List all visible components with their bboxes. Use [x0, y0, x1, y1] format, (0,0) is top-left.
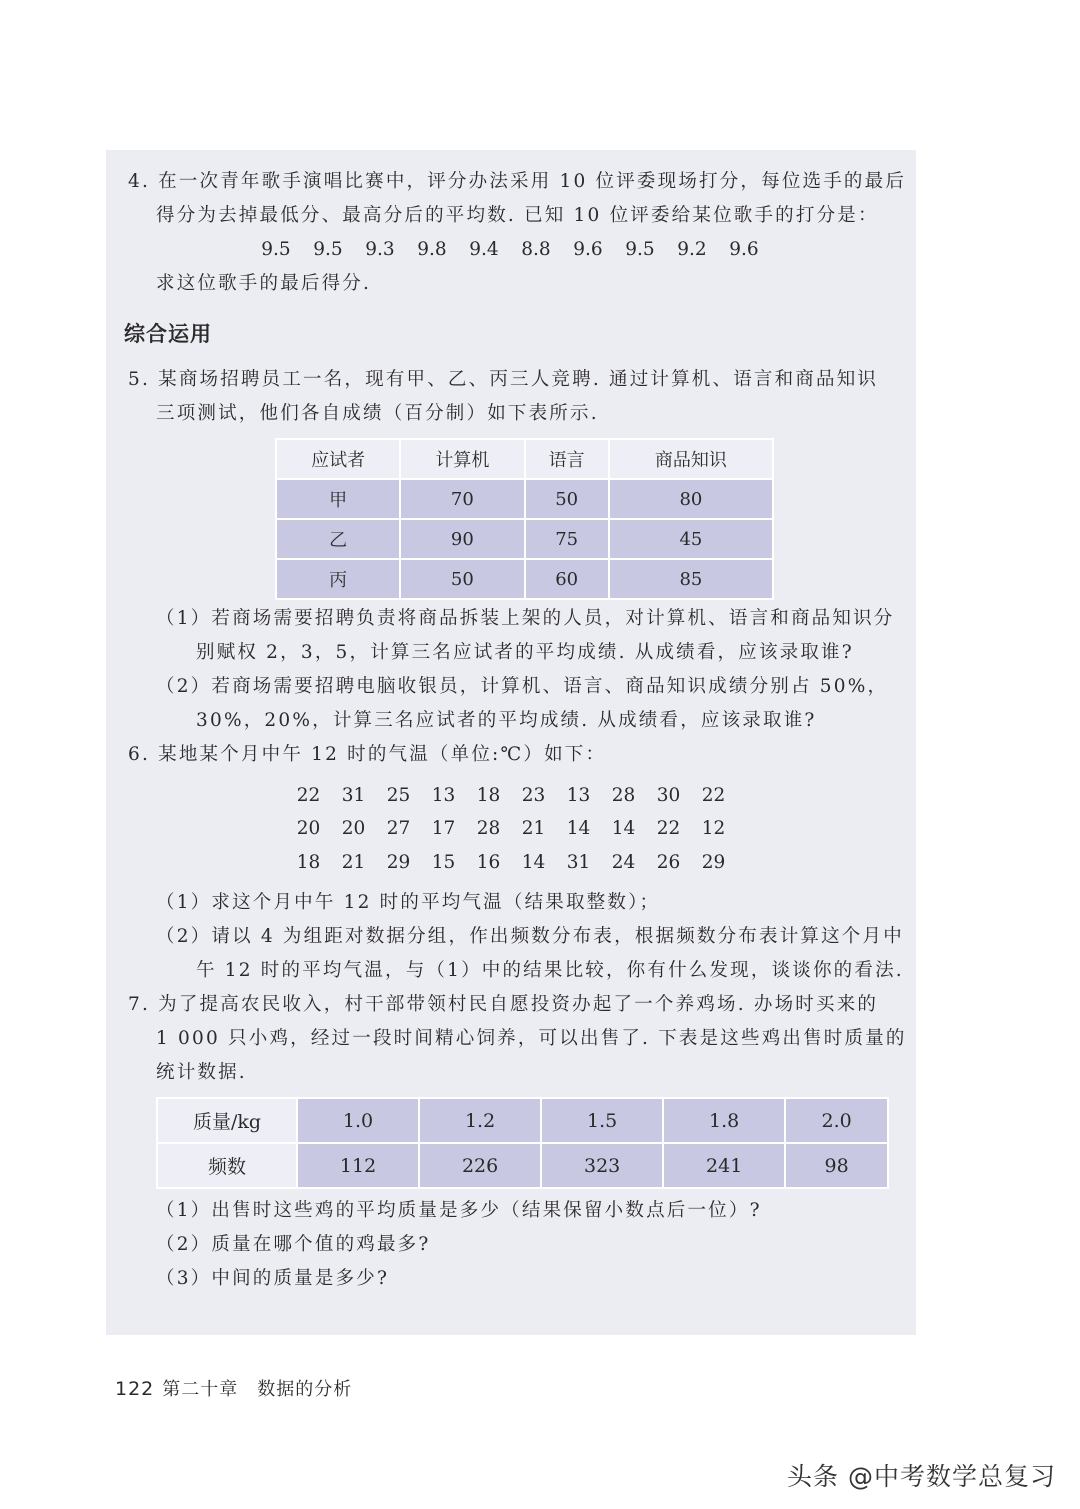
table-header-row: [276, 439, 773, 479]
table-cell: 甲: [276, 479, 400, 519]
temperature-value: 14: [611, 818, 636, 839]
score: 9.5: [625, 239, 655, 260]
q5-sub2-line1: （2）若商场需要招聘电脑收银员，计算机、语言、商品知识成绩分别占 50%，: [156, 676, 889, 697]
table-row: [276, 519, 773, 559]
table-header-cell: 商品知识: [609, 439, 773, 479]
q7-line1: 7. 为了提高农民收入，村干部带领村民自愿投资办起了一个养鸡场. 办场时买来的: [128, 994, 879, 1015]
table-row: [276, 479, 773, 519]
score: 9.4: [469, 239, 499, 260]
q6-sub1: （1）求这个月中午 12 时的平均气温（结果取整数）；: [156, 892, 661, 913]
table-cell: 90: [400, 519, 524, 559]
table-header-cell: 语言: [525, 439, 609, 479]
temperature-value: 31: [566, 852, 591, 873]
temperature-value: 29: [701, 852, 726, 873]
table-cell: 1.2: [419, 1098, 541, 1143]
table-cell: 85: [609, 559, 773, 599]
temperature-value: 17: [431, 818, 456, 839]
q7-sub3: （3）中间的质量是多少?: [156, 1268, 390, 1289]
table-cell: 45: [609, 519, 773, 559]
temperature-value: 14: [566, 818, 591, 839]
score: 8.8: [521, 239, 551, 260]
q4-line2: 得分为去掉最低分、最高分后的平均数. 已知 10 位评委给某位歌手的打分是：: [156, 205, 879, 226]
q5-score-table: [275, 438, 774, 600]
score: 9.3: [365, 239, 395, 260]
temperature-value: 15: [431, 852, 456, 873]
watermark-text: 头条 @中考数学总复习: [787, 1462, 1056, 1491]
temperature-value: 13: [431, 785, 456, 806]
table-cell: 50: [525, 479, 609, 519]
q7-line2: 1 000 只小鸡，经过一段时间精心饲养，可以出售了. 下表是这些鸡出售时质量的: [156, 1028, 907, 1049]
temperature-value: 27: [386, 818, 411, 839]
score: 9.6: [573, 239, 603, 260]
q5-sub1-line2: 别赋权 2，3，5，计算三名应试者的平均成绩. 从成绩看，应该录取谁?: [196, 642, 854, 663]
temperature-value: 13: [566, 785, 591, 806]
temperature-value: 14: [521, 852, 546, 873]
table-row: [157, 1143, 888, 1188]
table-cell: 112: [297, 1143, 419, 1188]
table-cell: 50: [400, 559, 524, 599]
q6-line1: 6. 某地某个月中午 12 时的气温（单位:℃）如下：: [128, 744, 607, 765]
score: 9.2: [677, 239, 707, 260]
table-cell: 乙: [276, 519, 400, 559]
q5-line2: 三项测试，他们各自成绩（百分制）如下表所示.: [156, 403, 599, 424]
q7-weight-table: [156, 1097, 889, 1189]
temperature-value: 22: [656, 818, 681, 839]
table-cell: 80: [609, 479, 773, 519]
table-row: [276, 559, 773, 599]
temperature-value: 29: [386, 852, 411, 873]
temperature-value: 28: [611, 785, 636, 806]
temperature-value: 21: [341, 852, 366, 873]
q4-line1: 4. 在一次青年歌手演唱比赛中，评分办法采用 10 位评委现场打分，每位选手的最后: [128, 171, 907, 192]
temperature-value: 30: [656, 785, 681, 806]
section-heading: 综合运用: [124, 322, 212, 346]
table-cell: 1.8: [663, 1098, 785, 1143]
q7-sub2: （2）质量在哪个值的鸡最多?: [156, 1234, 431, 1255]
temperature-value: 22: [701, 785, 726, 806]
table-cell: 226: [419, 1143, 541, 1188]
page-footer: [115, 1375, 352, 1401]
temperature-value: 21: [521, 818, 546, 839]
table-cell: 1.0: [297, 1098, 419, 1143]
q7-sub1: （1）出售时这些鸡的平均质量是多少（结果保留小数点后一位）?: [156, 1200, 762, 1221]
table-cell: 丙: [276, 559, 400, 599]
chapter-title: 第二十章 数据的分析: [162, 1379, 353, 1400]
q4-scores: [250, 238, 770, 262]
table-cell: 60: [525, 559, 609, 599]
table-cell: 1.5: [541, 1098, 663, 1143]
table-row: [157, 1098, 888, 1143]
table-cell: 241: [663, 1143, 785, 1188]
temperature-value: 16: [476, 852, 501, 873]
table-header-cell: 计算机: [400, 439, 524, 479]
table-row-label: 质量/kg: [157, 1098, 297, 1143]
q7-line3: 统计数据.: [156, 1062, 247, 1083]
temperature-value: 26: [656, 852, 681, 873]
q5-line1: 5. 某商场招聘员工一名，现有甲、乙、丙三人竞聘. 通过计算机、语言和商品知识: [128, 369, 879, 390]
table-row-label: 频数: [157, 1143, 297, 1188]
temperature-value: 18: [476, 785, 501, 806]
score: 9.5: [313, 239, 343, 260]
temperature-value: 24: [611, 852, 636, 873]
temperature-value: 28: [476, 818, 501, 839]
temperature-value: 12: [701, 818, 726, 839]
table-header-cell: 应试者: [276, 439, 400, 479]
table-cell: 98: [785, 1143, 888, 1188]
q6-temp-row: [286, 784, 736, 808]
score: 9.8: [417, 239, 447, 260]
q6-sub2-line1: （2）请以 4 为组距对数据分组，作出频数分布表，根据频数分布表计算这个月中: [156, 926, 904, 947]
q5-sub1-line1: （1）若商场需要招聘负责将商品拆装上架的人员，对计算机、语言和商品知识分: [156, 608, 895, 629]
q5-sub2-line2: 30%，20%，计算三名应试者的平均成绩. 从成绩看，应该录取谁?: [196, 710, 817, 731]
table-cell: 75: [525, 519, 609, 559]
table-cell: 70: [400, 479, 524, 519]
page-number: 122: [115, 1378, 155, 1400]
q4-line3: 求这位歌手的最后得分.: [156, 273, 372, 294]
temperature-value: 31: [341, 785, 366, 806]
temperature-value: 23: [521, 785, 546, 806]
q6-temp-row: [286, 851, 736, 875]
temperature-value: 25: [386, 785, 411, 806]
temperature-value: 20: [341, 818, 366, 839]
table-cell: 323: [541, 1143, 663, 1188]
q6-sub2-line2: 午 12 时的平均气温，与（1）中的结果比较，你有什么发现，谈谈你的看法.: [196, 960, 904, 981]
temperature-value: 20: [296, 818, 321, 839]
q6-temp-row: [286, 817, 736, 841]
table-cell: 2.0: [785, 1098, 888, 1143]
score: 9.6: [729, 239, 759, 260]
temperature-value: 22: [296, 785, 321, 806]
temperature-value: 18: [296, 852, 321, 873]
score: 9.5: [261, 239, 291, 260]
